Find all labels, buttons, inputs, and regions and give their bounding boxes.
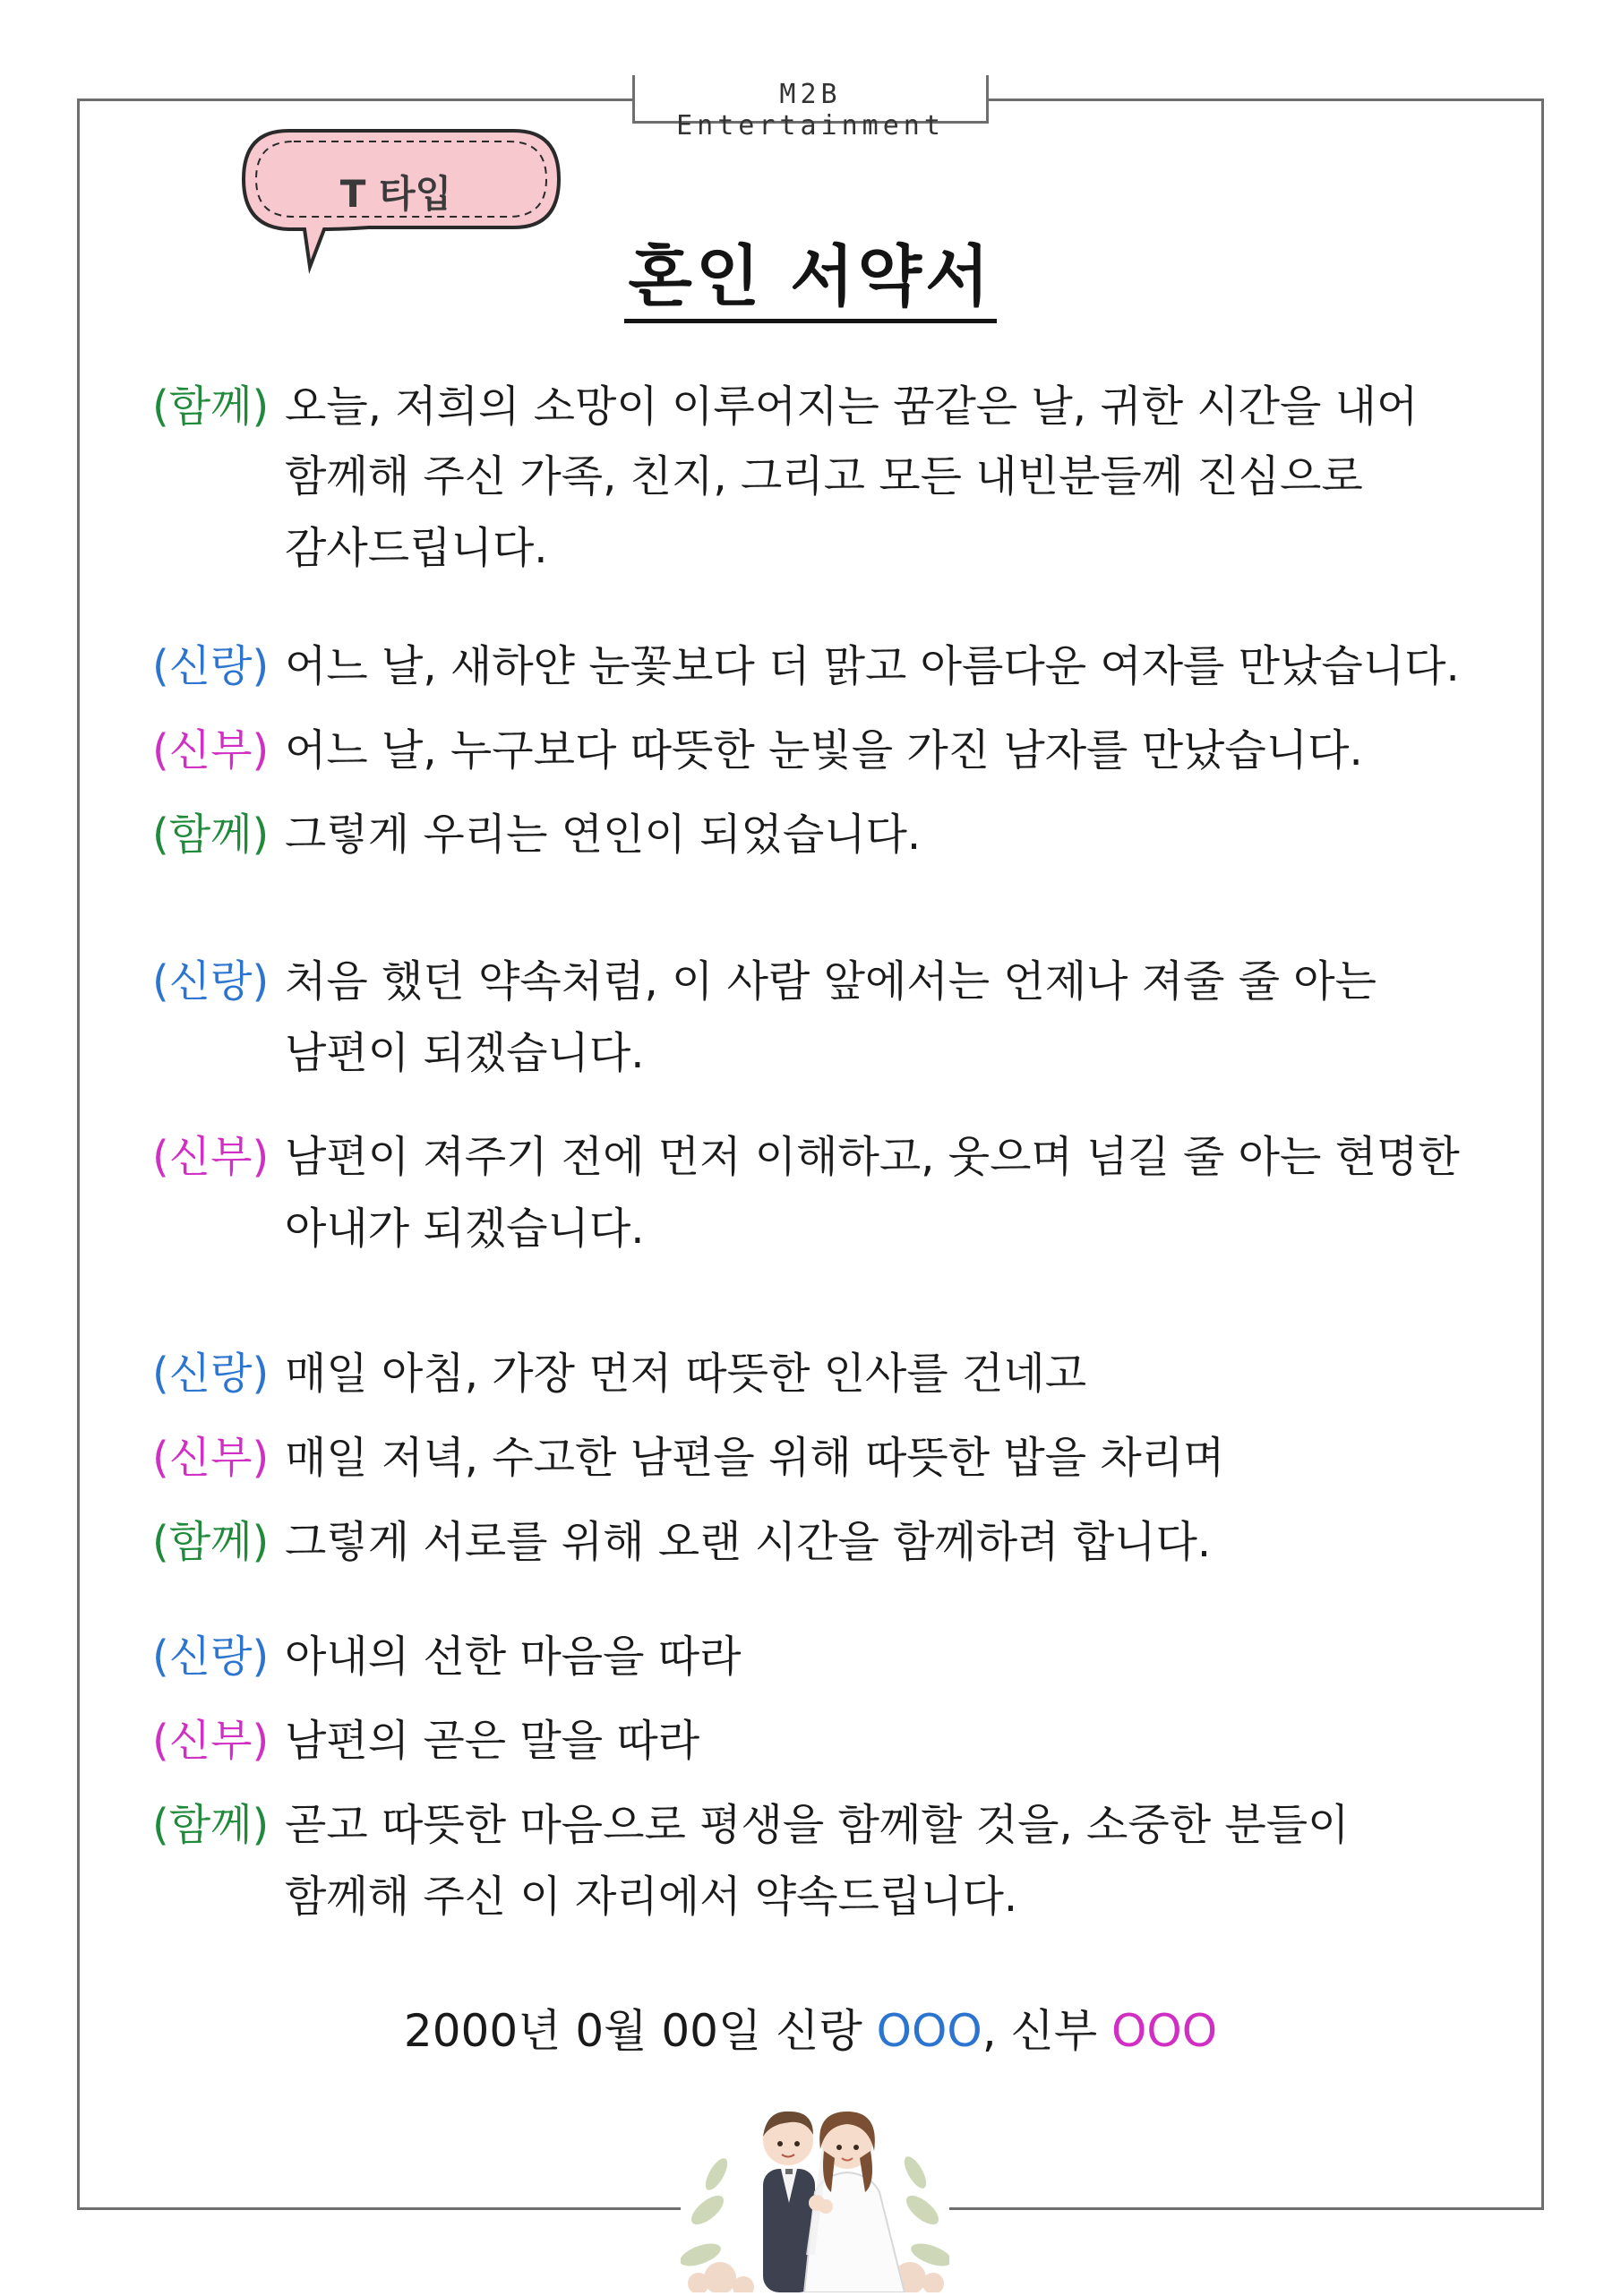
- vow-text: 그렇게 우리는 연인이 되었습니다.: [285, 810, 922, 860]
- speaker-groom: (신랑): [152, 1632, 270, 1682]
- signature-line: [0, 2004, 1621, 2058]
- brand-tab: [632, 75, 989, 141]
- brand-name: M2B Entertainment: [676, 79, 945, 141]
- vow-text: 처음 했던 약속처럼, 이 사람 앞에서는 언제나 져줄 줄 아는: [285, 956, 1377, 1007]
- vow-line-continued: 함께해 주신 가족, 친지, 그리고 모든 내빈분들께 진심으로: [285, 451, 1363, 501]
- vow-line: [152, 724, 1363, 777]
- speaker-together: (함께): [152, 1800, 270, 1850]
- vow-line: [152, 1798, 1350, 1852]
- speaker-bride: (신부): [152, 1433, 270, 1483]
- vow-line-continued: 남편이 되겠습니다.: [285, 1028, 645, 1078]
- bride-name: OOO: [1111, 2005, 1218, 2057]
- speaker-together: (함께): [152, 1517, 270, 1567]
- speaker-groom: (신랑): [152, 1349, 270, 1399]
- signature-date: 2000년 0월 00일 신랑: [403, 2005, 877, 2057]
- signature-separator: , 신부: [982, 2005, 1112, 2057]
- vow-line: [152, 1714, 699, 1768]
- vow-text: 남편의 곧은 말을 따라: [285, 1716, 700, 1766]
- vow-line: [152, 1130, 1460, 1184]
- vow-line: [152, 639, 1460, 693]
- speaker-bride: (신부): [152, 1716, 270, 1766]
- vow-text: 매일 저녁, 수고한 남편을 위해 따뜻한 밥을 차리며: [285, 1433, 1225, 1483]
- type-label: T 타입: [339, 172, 452, 216]
- vow-text: 오늘, 저희의 소망이 이루어지는 꿈같은 날, 귀한 시간을 내어: [285, 381, 1419, 432]
- vow-text: 아내의 선한 마음을 따라: [285, 1632, 742, 1682]
- vow-line: [152, 1515, 1211, 1569]
- speaker-groom: (신랑): [152, 956, 270, 1007]
- vow-line: [152, 808, 921, 861]
- speaker-together: (함께): [152, 381, 270, 432]
- document-title-wrap: [0, 224, 1621, 319]
- vow-line: [152, 380, 1418, 433]
- wedding-couple-icon: [681, 2076, 949, 2292]
- vow-line-continued: 감사드립니다.: [285, 523, 548, 573]
- vow-text: 그렇게 서로를 위해 오랜 시간을 함께하려 합니다.: [285, 1517, 1212, 1567]
- vow-line: [152, 955, 1377, 1008]
- vow-line-continued: 아내가 되겠습니다.: [285, 1204, 645, 1254]
- vow-text: 매일 아침, 가장 먼저 따뜻한 인사를 건네고: [285, 1349, 1087, 1399]
- vow-line-continued: 함께해 주신 이 자리에서 약속드립니다.: [285, 1872, 1018, 1922]
- vow-line: [152, 1630, 741, 1683]
- vow-text: 어느 날, 새하얀 눈꽃보다 더 맑고 아름다운 여자를 만났습니다.: [285, 641, 1460, 691]
- vow-text: 남편이 져주기 전에 먼저 이해하고, 웃으며 넘길 줄 아는 현명한: [285, 1132, 1460, 1182]
- vow-text: 어느 날, 누구보다 따뜻한 눈빛을 가진 남자를 만났습니다.: [285, 725, 1363, 775]
- vow-text: 곧고 따뜻한 마음으로 평생을 함께할 것을, 소중한 분들이: [285, 1800, 1350, 1850]
- vow-line: [152, 1347, 1086, 1401]
- vow-line: [152, 1431, 1224, 1485]
- speaker-bride: (신부): [152, 725, 270, 775]
- groom-name: OOO: [876, 2005, 982, 2057]
- speaker-together: (함께): [152, 810, 270, 860]
- document-title: 혼인 서약서: [624, 238, 996, 323]
- couple-illustration: [681, 2076, 949, 2292]
- speaker-bride: (신부): [152, 1132, 270, 1182]
- speaker-groom: (신랑): [152, 641, 270, 691]
